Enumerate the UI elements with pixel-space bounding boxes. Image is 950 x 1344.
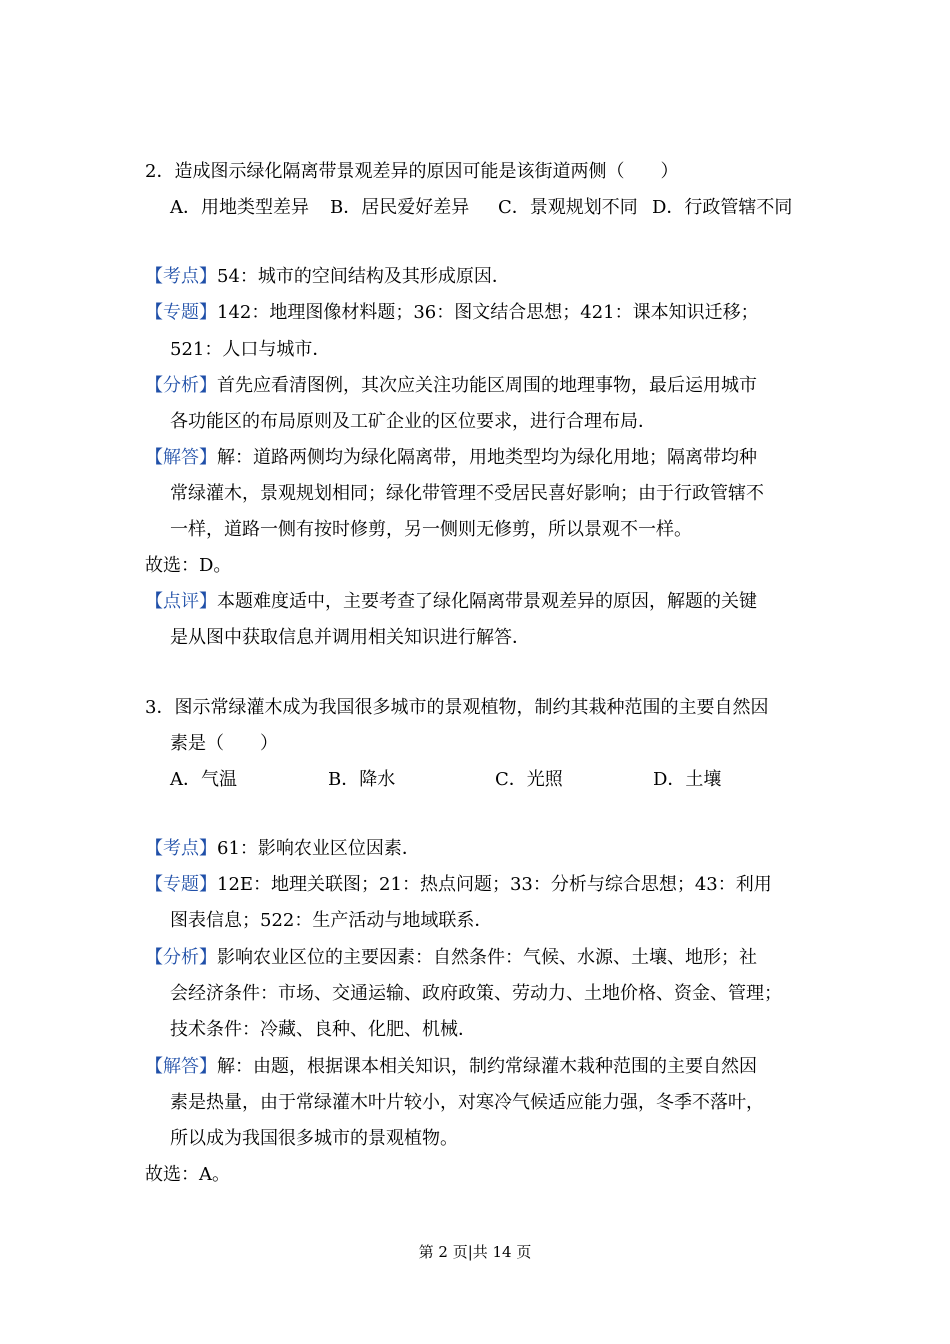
q3-zhuanti-tag: 【专题】 [145, 874, 217, 895]
q2-dianping-line-2: 是从图中获取信息并调用相关知识进行解答． [170, 627, 530, 648]
q3-jieda-line-2: 素是热量，由于常绿灌木叶片较小，对寒冷气候适应能力强，冬季不落叶， [170, 1092, 764, 1113]
q3-zhuanti-line-1: 12E：地理关联图；21：热点问题；33：分析与综合思想；43：利用 [217, 874, 772, 895]
q2-kaodian-tag: 【考点】 [145, 266, 217, 287]
q2-stem: 2．造成图示绿化隔离带景观差异的原因可能是该街道两侧（ ） [145, 161, 679, 182]
q2-jieda-line-3: 一样，道路一侧有按时修剪，另一侧则无修剪，所以景观不一样。 [170, 519, 692, 540]
q3-kaodian-tag: 【考点】 [145, 838, 217, 859]
q2-jieda-line-2: 常绿灌木，景观规划相同；绿化带管理不受居民喜好影响；由于行政管辖不 [170, 483, 764, 504]
q3-fenxi-line-3: 技术条件：冷藏、良种、化肥、机械． [170, 1019, 476, 1040]
q3-answer: 故选：A。 [145, 1164, 230, 1185]
q3-fenxi-line-1: 影响农业区位的主要因素：自然条件：气候、水源、土壤、地形；社 [217, 947, 757, 968]
q2-zhuanti-line-2: 521：人口与城市． [170, 339, 331, 360]
q3-jieda-tag: 【解答】 [145, 1056, 217, 1077]
q3-kaodian [145, 837, 420, 861]
q3-option-c: C．光照 [495, 769, 563, 790]
q2-jieda [145, 446, 757, 470]
q3-option-d: D．土壤 [653, 769, 722, 790]
q2-dianping-tag: 【点评】 [145, 591, 217, 612]
q2-zhuanti-tag: 【专题】 [145, 302, 217, 323]
q2-jieda-line-1: 解：道路两侧均为绿化隔离带，用地类型均为绿化用地；隔离带均种 [217, 447, 757, 468]
q3-jieda-line-1: 解：由题，根据课本相关知识，制约常绿灌木栽种范围的主要自然因 [217, 1056, 757, 1077]
q2-option-c: C．景观规划不同 [498, 197, 638, 218]
q2-zhuanti [145, 301, 759, 325]
q3-option-a: A．气温 [170, 769, 237, 790]
q2-options [170, 196, 850, 220]
q2-kaodian-text: 54：城市的空间结构及其形成原因． [217, 266, 510, 287]
q3-fenxi-tag: 【分析】 [145, 947, 217, 968]
q3-zhuanti [145, 873, 772, 897]
q3-option-b: B．降水 [328, 769, 396, 790]
q2-option-b: B．居民爱好差异 [330, 197, 470, 218]
page-footer: 第 2 页|共 14 页 [418, 1243, 532, 1261]
q3-jieda-line-3: 所以成为我国很多城市的景观植物。 [170, 1128, 458, 1149]
q2-option-d: D．行政管辖不同 [652, 197, 793, 218]
q3-kaodian-text: 61：影响农业区位因素． [217, 838, 420, 859]
q2-answer: 故选：D。 [145, 555, 232, 576]
q2-fenxi [145, 374, 757, 398]
q3-jieda [145, 1055, 757, 1079]
q2-dianping [145, 590, 757, 614]
q2-fenxi-line-1: 首先应看清图例，其次应关注功能区周围的地理事物，最后运用城市 [217, 375, 757, 396]
q2-kaodian [145, 265, 510, 289]
q2-zhuanti-line-1: 142：地理图像材料题；36：图文结合思想；421：课本知识迁移； [217, 302, 759, 323]
q3-stem-line-2: 素是（ ） [170, 733, 278, 754]
q3-fenxi [145, 946, 757, 970]
q3-zhuanti-line-2: 图表信息；522：生产活动与地域联系． [170, 910, 493, 931]
q3-fenxi-line-2: 会经济条件：市场、交通运输、政府政策、劳动力、土地价格、资金、管理； [170, 983, 782, 1004]
q2-jieda-tag: 【解答】 [145, 447, 217, 468]
q3-stem-line-1: 3．图示常绿灌木成为我国很多城市的景观植物，制约其栽种范围的主要自然因 [145, 697, 769, 718]
q2-dianping-line-1: 本题难度适中，主要考查了绿化隔离带景观差异的原因，解题的关键 [217, 591, 757, 612]
q2-fenxi-tag: 【分析】 [145, 375, 217, 396]
q3-options [170, 768, 850, 792]
q2-option-a: A．用地类型差异 [170, 197, 309, 218]
q2-fenxi-line-2: 各功能区的布局原则及工矿企业的区位要求，进行合理布局． [170, 411, 656, 432]
